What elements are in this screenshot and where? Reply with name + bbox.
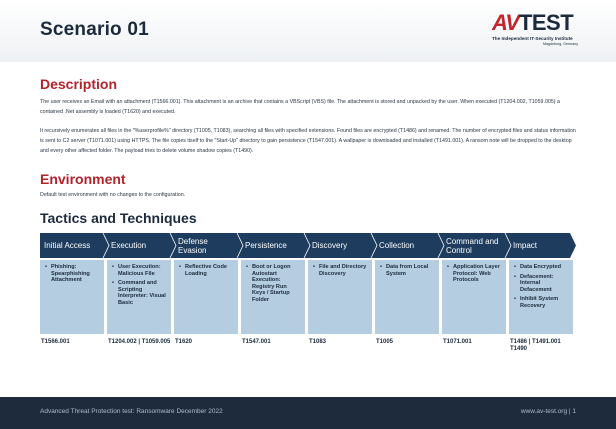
technique-item: • Inhibit System Recovery xyxy=(513,296,569,309)
technique-item: • User Execution: Malicious File xyxy=(111,264,167,277)
technique-item: • Phishing: Spearphishing Attachment xyxy=(44,264,100,284)
tactic-column xyxy=(375,260,439,334)
technique-item: • File and Directory Discovery xyxy=(312,264,368,277)
tactic-column xyxy=(107,260,171,334)
tactic-column xyxy=(241,260,305,334)
tactic-column xyxy=(509,260,573,334)
logo-av-text: AV xyxy=(492,10,519,35)
page-title: Scenario 01 xyxy=(40,19,149,40)
tactic-header: Collection xyxy=(379,241,415,250)
page-header xyxy=(0,0,616,62)
logo-subtitle: The Independent IT-Security Institute xyxy=(492,36,573,41)
technique-item: • Application Layer Protocol: Web Protocols xyxy=(446,264,502,284)
technique-item: • Reflective Code Loading xyxy=(178,264,234,277)
technique-item: • Boot or Logon Autostart Execution: Registry Run Keys / Startup Folder xyxy=(245,264,301,304)
description-paragraph-2: It recursively enumerates all files in the "%userprofile%" directory (T1005, T1083), searching all files with specified extensions. Found files are encrypted (T1486) and renamed. The number of encrypted files and status information is sent to C2 server (T1071.001) using HTTPS. The file copies itself to the "Start-Up" directory to gain persistence (T1547.001). A wallpaper is downloaded and installed (T1491.001). A ransom note will be dropped to the desktop and every other affected folder. The payload tries to delete volume shadow copies (T1490). xyxy=(40,128,576,154)
footer-test-name: Advanced Threat Protection test: Ransomware December 2022 xyxy=(40,408,223,415)
tactic-header: Command and Control xyxy=(446,236,499,255)
tactic-header: Discovery xyxy=(312,241,348,250)
technique-ids: T1566.001 xyxy=(41,339,70,345)
tactic-column xyxy=(40,260,104,334)
logo-location: Magdeburg, Germany xyxy=(543,42,578,46)
tactic-header: Persistence xyxy=(245,241,287,250)
environment-heading: Environment xyxy=(40,171,126,187)
tactic-column xyxy=(308,260,372,334)
tactic-column xyxy=(442,260,506,334)
logo-mark xyxy=(492,11,573,35)
tactic-header: Impact xyxy=(513,241,538,250)
logo-test-text: TEST xyxy=(518,10,574,35)
tactics-heading: Tactics and Techniques xyxy=(40,210,197,226)
environment-text: Default test environment with no changes to the configuration. xyxy=(40,192,186,198)
technique-item: • Defacement: Internal Defacement xyxy=(513,274,569,294)
technique-item: • Data Encrypted xyxy=(513,264,569,271)
tactic-header: Initial Access xyxy=(44,241,91,250)
technique-ids: T1547.001 xyxy=(242,339,271,345)
technique-ids: T1620 xyxy=(175,339,193,345)
technique-item: • Command and Scripting Interpreter: Visual Basic xyxy=(111,280,167,306)
description-paragraph-1: The user receives an Email with an attachment (T1566.001). This attachment is an archive that contains a VBScript (VBS) file. The attachment is stored and unpacked by the user. When executed (T1204.002, T1059.005) a contained .Net assembly is loaded (T1620) and executed. xyxy=(40,99,560,115)
page-footer xyxy=(0,397,616,429)
tactic-header: Execution xyxy=(111,241,147,250)
tactics-table xyxy=(40,233,576,365)
description-heading: Description xyxy=(40,76,118,92)
footer-page-link[interactable]: www.av-test.org | 1 xyxy=(520,408,576,415)
technique-ids: T1083 xyxy=(309,339,327,345)
av-test-logo xyxy=(492,11,578,49)
technique-ids: T1005 xyxy=(376,339,394,345)
tactic-column xyxy=(174,260,238,334)
technique-ids: T1204.002 | T1059.005 xyxy=(108,339,171,345)
technique-ids: T1486 | T1491.001 T1490 xyxy=(510,339,561,352)
tactic-header: Defense Evasion xyxy=(178,236,208,255)
technique-ids: T1071.001 xyxy=(443,339,472,345)
technique-item: • Data from Local System xyxy=(379,264,435,277)
